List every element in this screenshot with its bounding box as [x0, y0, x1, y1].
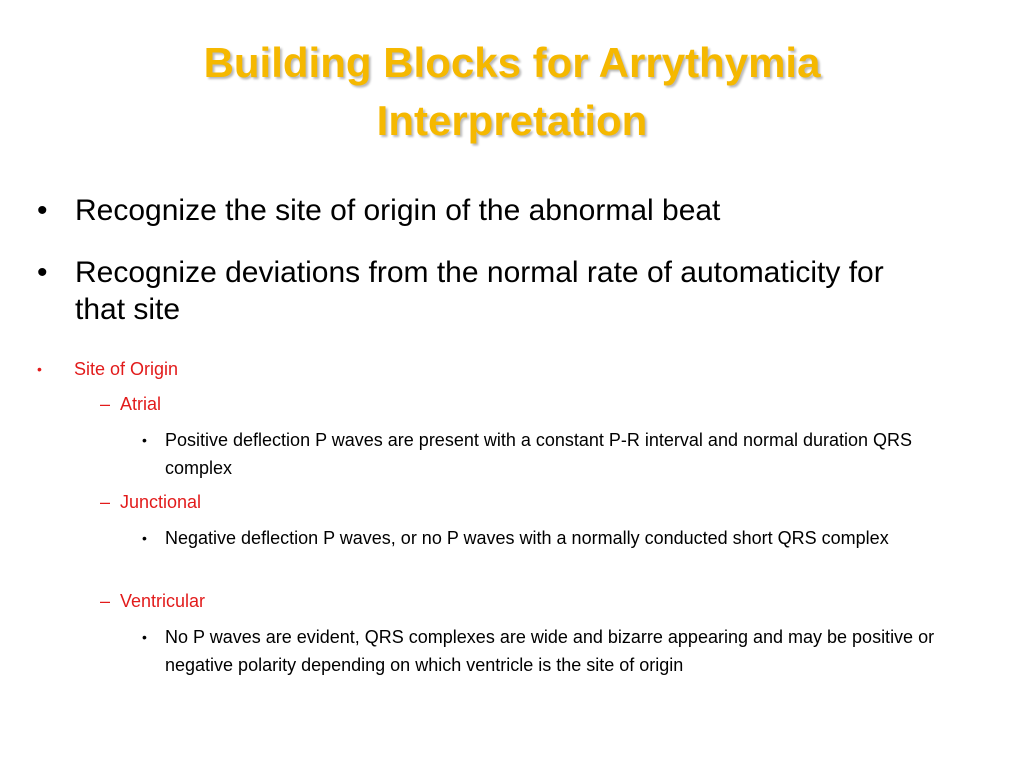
site-detail-text: Positive deflection P waves are present with a constant P-R interval and normal duration QRS complex: [165, 430, 913, 478]
site-heading-text: Site of Origin: [74, 359, 179, 379]
bullet-icon: •: [142, 530, 147, 546]
site-detail-text: Negative deflection P waves, or no P waves with a normally conducted short QRS complex: [165, 528, 889, 548]
site-name: Junctional: [120, 492, 202, 512]
bullet-text: Recognize the site of origin of the abnormal beat: [75, 194, 721, 227]
bullet-icon: •: [142, 629, 147, 645]
bullet-icon: •: [142, 432, 147, 448]
dash-icon: –: [100, 394, 111, 414]
site-name: Ventricular: [120, 591, 206, 611]
bullet-icon: •: [37, 256, 48, 289]
slide-title-line-2: Interpretation: [376, 97, 648, 144]
slide-title-line-1: Building Blocks for Arrythymia: [203, 39, 821, 86]
slide-title: [100, 34, 924, 150]
bullet-icon: •: [37, 194, 48, 227]
bullet-icon: •: [37, 361, 42, 377]
site-name: Atrial: [120, 394, 162, 414]
bullet-text: Recognize deviations from the normal rate of automaticity for that site: [75, 256, 884, 326]
dash-icon: –: [100, 591, 111, 611]
dash-icon: –: [100, 492, 111, 512]
site-detail-text: No P waves are evident, QRS complexes are wide and bizarre appearing and may be positive or negative polarity depending on which ventricle is the site of origin: [165, 627, 935, 675]
